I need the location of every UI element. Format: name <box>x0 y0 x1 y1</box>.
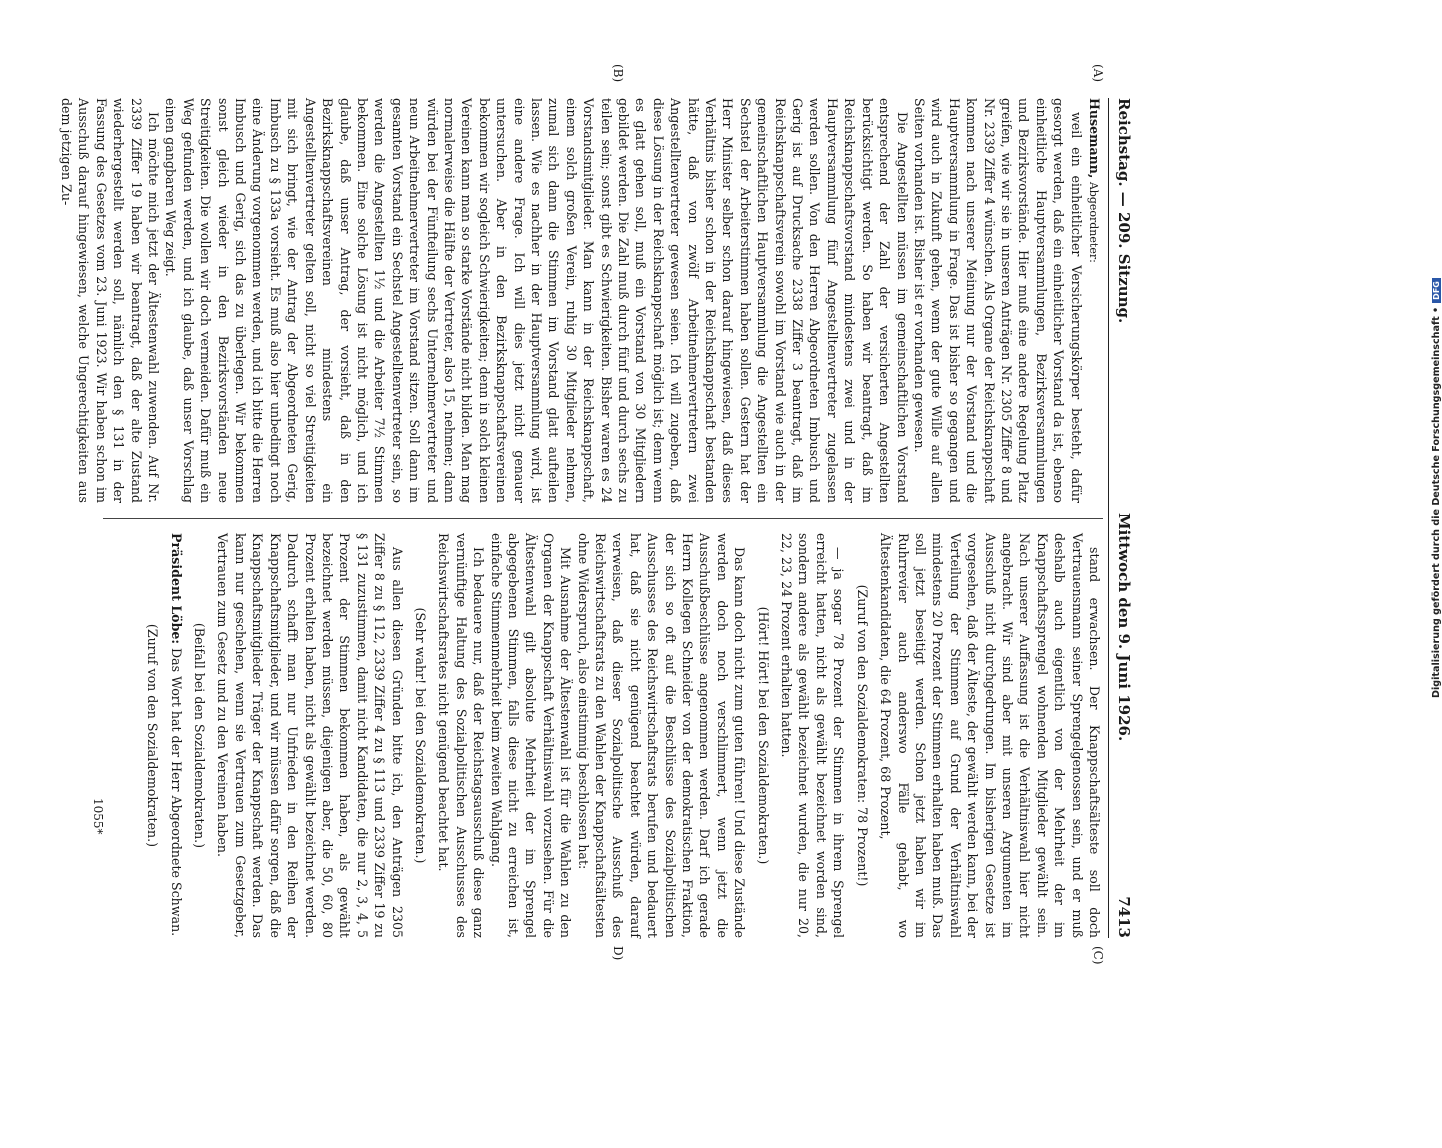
page-header <box>1108 98 1135 938</box>
paragraph-text: Die Angestellten müssen im gemeinschaftlichen Vorstand entsprechend der Zahl der versicherten Angestellten berücksichtigt werden. So haben wir beantragt, daß im Reichsknappschaftsvorstand mindestens zwei und in der Hauptversammlung fünf Angestelltenvertreter zugelassen werden sollen. Von den Herren Abgeordneten Imbusch und Gerig ist auf Drucksache 2338 Ziffer 3 beantragt, daß im Reichsknappschaftsverein sowohl im Vorstand wie auch in der gemeinschaftlichen Hauptversammlung die Angestellten ein Sechstel der Arbeiterstimmen haben sollen. Gestern hat der Herr Minister selber schon darauf hingewiesen, daß dieses Verhältnis bisher schon in der Reichsknappschaft bestanden hätte, daß von zwölf Arbeitnehmervertretern zwei Angestelltenvertreter gewesen seien. Ich will zugeben, daß diese Lösung in der Reichsknappschaft möglich ist; denn wenn es glatt gehen soll, muß ein Vorstand von 30 Mitgliedern gebildet werden. Die Zahl muß durch fünf und durch sechs zu teilen sein; sonst gibt es Schwierigkeiten. Bisher waren es 24 Vorstandsmitglieder. Man kann in der Reichsknappschaft, einem solch großen Verein, ruhig 30 Mitglieder nehmen, zumal sich dann die Stimmen im Vorstand glatt aufteilen lassen. Wie es nachher in der Hauptversammlung wird, ist eine andere Frage. Ich will dies jetzt nicht genauer untersuchen. Aber in den Bezirksknappschaftsvereinen bekommen wir sogleich Schwierigkeiten; denn in solch kleinen Vereinen kann man so starke Vorstände nicht bilden. Man mag normalerweise die Hälfte der Vertreter, also 15, nehmen; dann würden bei der Fünfteilung sechs Unternehmervertreter und neun Arbeitnehmervertreter im Vorstand sitzen. Soll dann im gesamten Vorstand ein Sechstel Angestelltenvertreter sein, so werden die Angestellten 1½ und die Arbeiter 7½ Stimmen bekommen. Eine solche Lösung ist nicht möglich, und ich glaube, daß unser Antrag, der vorsieht, daß in den Bezirksknappschaftsvereinen mindestens ein Angestelltenvertreter gelten soll, nicht so viel Streitigkeiten mit sich bringt, wie der Antrag der Abgeordneten Gerig, Imbusch zu § 133a vorsieht. Es muß also hier unbedingt noch eine Änderung vorgenommen werden, und ich bitte die Herren Imbusch und Gerig, sich das zu überlegen. Wir bekommen sonst gleich wieder in den Bezirksvorständen neue Streitigkeiten. Die wollen wir doch vermeiden. Dafür muß ein Weg gefunden werden, und ich glaube, daß unser Vorschlag einen gangbaren Weg zeigt. <box>163 98 910 503</box>
header-left: Reichstag. — 209. Sitzung. <box>1115 98 1133 324</box>
speaker-name: Präsident Löbe: <box>168 533 184 645</box>
left-column <box>58 98 1103 503</box>
paragraph <box>58 98 162 503</box>
header-date: Mittwoch den 9. Juni 1926. <box>1115 513 1133 742</box>
paragraph-text: Ich bedauere nur, daß der Reichstagsausschuß diese ganz vernünftige Haltung des Sozialpolitischen Ausschusses des Reichswirtschaftsrates nicht genügend beachtet hat. <box>436 533 487 938</box>
paragraph <box>487 533 574 938</box>
page-content <box>59 64 1135 965</box>
margin-mark-c: (C) <box>1091 946 1105 965</box>
speaker-role: Abgeordneter: <box>1087 178 1100 263</box>
paragraph <box>214 533 405 938</box>
page-number: 7413 <box>1115 896 1133 938</box>
paragraph <box>877 533 1103 938</box>
interjection: (Zuruf von den Sozialdemokraten: 78 Prozent!) <box>854 584 870 887</box>
interjection: (Sehr wahr! bei den Sozialdemokraten.) <box>412 607 428 864</box>
paragraph <box>1085 98 1103 503</box>
paragraph-text: Aus allen diesen Gründen bitte ich, den Anträgen 2305 Ziffer 8 zu § 112, 2339 Ziffer 4 zu § 113 und 2339 Ziffer 19 zu § 131 zuzustimmen, damit nicht Kandidaten, die nur 2, 3, 4, 5 Prozent der Stimmen bekommen haben, als gewählt bezeichnet werden müssen, diejenigen aber, die 50, 60, 80 Prozent erhalten haben, nicht als gewählt bezeichnet werden. Dadurch schafft man nur Unfrieden in den Reihen der Knappschaftsmitglieder, und wir müssen dafür sorgen, daß die Knappschaftsmitglieder Träger der Knappschaft werden. Das kann nur geschehen, wenn sie Vertrauen zum Gesetzgeber, Vertrauen zum Gesetz und zu den Vereinen haben. <box>215 533 405 938</box>
right-column <box>138 533 1103 938</box>
paragraph-text: Das Wort hat der Herr Abgeordnete Schwan. <box>168 644 184 937</box>
speaker-name: Husemann, <box>1087 98 1102 179</box>
dfg-notice <box>1417 8 1442 698</box>
rotated-page <box>59 64 1135 1148</box>
margin-mark-a: (A) <box>1091 64 1105 83</box>
paragraph-text: Ich möchte mich jetzt der Ältestenwahl zuwenden. Auf Nr. 2339 Ziffer 19 haben wir beantragt, daß der alte Zustand wiederhergestellt werden soll, nämlich den § 131 in der Fassung des Gesetzes vom 23. Juni 1923. Wir haben schon im Ausschuß darauf hingewiesen, welche Ungerechtigkeiten aus dem jetzigen Zu- <box>59 98 162 503</box>
paragraph <box>574 533 748 938</box>
dfg-notice-text <box>1431 38 1442 698</box>
paragraph-text: Mit Ausnahme der Ältestenwahl ist für die Wahlen zu den Organen der Knappschaft Verhältniswahl vorzusehen. Für die Ältestenwahl gilt absolute Mehrheit der im Sprengel abgegebenen Stimmen, falls diese nicht zu erreichen ist, einfache Stimmenmehrheit beim zweiten Wahlgang. <box>488 533 574 938</box>
interjection: (Zuruf von den Sozialdemokraten.) <box>145 623 161 848</box>
paragraph-text: stand erwachsen. Der Knappschaftsälteste soll doch Vertrauensmann seiner Sprengelgenossen sein, und er muß deshalb auch eigentlich von der Mehrheit der im Knappschaftssprengel wohnenden Mitglieder gewählt sein. Nach unserer Auffassung ist die Verhältniswahl hier nicht angebracht. Wir sind aber mit unseren Argumenten im Ausschuß nicht durchgedrungen. Im bisherigen Gesetze ist vorgesehen, daß der Älteste, der gewählt werden kann, bei der Verteilung der Stimmen auf Grund der Verhältniswahl mindestens 20 Prozent der Stimmen erhalten haben muß. Das soll jetzt beseitigt werden. Schon jetzt haben wir im Ruhrrevier auch anderswo Fälle gehabt, wo Ältestenkandidaten, die 64 Prozent, 68 Prozent, <box>878 533 1102 938</box>
margin-mark-b: (B) <box>611 64 625 83</box>
interjection: (Beifall bei den Sozialdemokraten.) <box>192 622 208 849</box>
interjection: (Hört! Hört! bei den Sozialdemokraten.) <box>755 606 771 865</box>
paragraph <box>911 98 1085 503</box>
paragraph-text: weil ein einheitlicher Versicherungskörper besteht, dafür gesorgt werden, daß ein einheitlicher Vorstand da ist, ebenso einheitliche Hauptversammlungen, Bezirksversammlungen und Bezirksvorstände. Hier muß eine andere Regelung Platz greifen, wie wir sie in unseren Anträgen Nr. 2305 Ziffer 8 und Nr. 2339 Ziffer 4 wünschen. Als Organe der Reichsknappschaft kommen nach unserer Meinung nur der Vorstand und die Hauptversammlung in Frage. Das ist bisher so gegangen und wird auch in Zukunft gehen, wenn der gute Wille auf allen Seiten vorhanden ist. Bisher ist er vorhanden gewesen. <box>911 98 1084 503</box>
dfg-notice-label: Digitalisierung gefördert durch die Deutsche Forschungsgemeinschaft • <box>1431 306 1442 698</box>
paragraph-text: Das kann doch nicht zum guten führen! Und diese Zustände werden doch noch verschlimmert, wenn jetzt die Ausschußbeschlüsse angenommen werden. Darf ich gerade Herrn Kollegen Schneider von der demokratischen Fraktion, der sich so oft auf die Beschlüsse des Sozialpolitischen Ausschusses des Reichswirtschaftsrats berufen und bedauert hat, daß sie nicht genügend beachtet würden, darauf verweisen, daß dieser Sozialpolitische Ausschuß des Reichswirtschaftsrats zu den Wahlen der Knappschaftsältesten ohne Widerspruch, also einstimmig beschlossen hat: <box>575 533 748 938</box>
paragraph <box>167 533 184 938</box>
dfg-logo: DFG <box>1432 278 1441 303</box>
paragraph <box>435 533 487 938</box>
column-divider <box>103 518 1103 519</box>
footer-number: 1055* <box>91 798 105 835</box>
paragraph-text: — ja sogar 78 Prozent der Stimmen in ihrem Sprengel erreicht hatten, nicht als gewählt bezeichnet worden sind, sondern andere als gewählt bezeichnet wurden, die nur 20, 22, 23, 24 Prozent erhalten hatten. <box>779 533 847 938</box>
paragraph <box>162 98 910 503</box>
margin-mark-d: D) <box>611 946 625 961</box>
paragraph <box>778 533 848 938</box>
